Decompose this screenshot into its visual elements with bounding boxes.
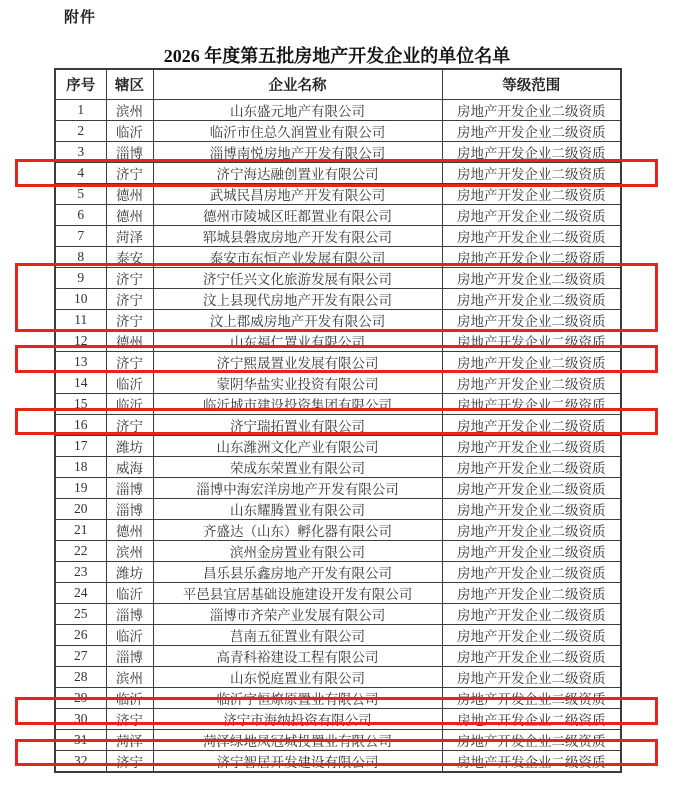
table-row xyxy=(55,205,621,226)
cell-serial: 24 xyxy=(55,583,106,604)
table-row xyxy=(55,226,621,247)
table-header-row xyxy=(55,69,621,100)
cell-serial: 32 xyxy=(55,751,106,773)
cell-company: 临沂市住总久润置业有限公司 xyxy=(153,121,442,142)
cell-serial: 25 xyxy=(55,604,106,625)
cell-grade: 房地产开发企业二级资质 xyxy=(442,100,621,121)
cell-district: 临沂 xyxy=(106,373,153,394)
table-row xyxy=(55,478,621,499)
cell-serial: 14 xyxy=(55,373,106,394)
cell-company: 山东耀腾置业有限公司 xyxy=(153,499,442,520)
cell-district: 淄博 xyxy=(106,604,153,625)
cell-grade: 房地产开发企业二级资质 xyxy=(442,646,621,667)
table-row xyxy=(55,688,621,709)
cell-district: 威海 xyxy=(106,457,153,478)
cell-company: 汶上郡威房地产开发有限公司 xyxy=(153,310,442,331)
cell-serial: 5 xyxy=(55,184,106,205)
cell-serial: 1 xyxy=(55,100,106,121)
column-header-district: 辖区 xyxy=(106,69,153,100)
cell-company: 济宁瑞拓置业有限公司 xyxy=(153,415,442,436)
cell-district: 临沂 xyxy=(106,625,153,646)
page-title: 2026 年度第五批房地产开发企业的单位名单 xyxy=(163,46,511,66)
cell-district: 临沂 xyxy=(106,688,153,709)
enterprise-table xyxy=(54,68,622,773)
cell-grade: 房地产开发企业二级资质 xyxy=(442,331,621,352)
cell-company: 菏泽绿地凤冠城投置业有限公司 xyxy=(153,730,442,751)
cell-company: 济宁任兴文化旅游发展有限公司 xyxy=(153,268,442,289)
cell-company: 滨州金房置业有限公司 xyxy=(153,541,442,562)
cell-grade: 房地产开发企业二级资质 xyxy=(442,373,621,394)
cell-serial: 7 xyxy=(55,226,106,247)
table-row xyxy=(55,457,621,478)
cell-grade: 房地产开发企业二级资质 xyxy=(442,436,621,457)
table-row xyxy=(55,667,621,688)
cell-company: 山东福仁置业有限公司 xyxy=(153,331,442,352)
table-row xyxy=(55,352,621,373)
cell-serial: 18 xyxy=(55,457,106,478)
cell-district: 滨州 xyxy=(106,541,153,562)
cell-company: 济宁熙晟置业发展有限公司 xyxy=(153,352,442,373)
cell-district: 滨州 xyxy=(106,100,153,121)
cell-company: 济宁市海纳投资有限公司 xyxy=(153,709,442,730)
cell-serial: 19 xyxy=(55,478,106,499)
cell-grade: 房地产开发企业二级资质 xyxy=(442,562,621,583)
cell-serial: 26 xyxy=(55,625,106,646)
cell-district: 淄博 xyxy=(106,646,153,667)
cell-company: 泰安市东恒产业发展有限公司 xyxy=(153,247,442,268)
cell-grade: 房地产开发企业二级资质 xyxy=(442,478,621,499)
cell-company: 淄博南悦房地产开发有限公司 xyxy=(153,142,442,163)
cell-district: 济宁 xyxy=(106,415,153,436)
cell-district: 德州 xyxy=(106,184,153,205)
cell-serial: 4 xyxy=(55,163,106,184)
cell-company: 临沂城市建设投资集团有限公司 xyxy=(153,394,442,415)
table-row xyxy=(55,247,621,268)
cell-grade: 房地产开发企业二级资质 xyxy=(442,751,621,773)
cell-district: 泰安 xyxy=(106,247,153,268)
cell-grade: 房地产开发企业二级资质 xyxy=(442,520,621,541)
cell-serial: 3 xyxy=(55,142,106,163)
cell-company: 济宁智居开发建设有限公司 xyxy=(153,751,442,773)
cell-district: 滨州 xyxy=(106,667,153,688)
cell-grade: 房地产开发企业二级资质 xyxy=(442,163,621,184)
cell-serial: 31 xyxy=(55,730,106,751)
cell-grade: 房地产开发企业二级资质 xyxy=(442,289,621,310)
table-row xyxy=(55,163,621,184)
cell-district: 菏泽 xyxy=(106,730,153,751)
column-header-serial: 序号 xyxy=(55,69,106,100)
cell-company: 郓城县磐宬房地产开发有限公司 xyxy=(153,226,442,247)
table-row xyxy=(55,436,621,457)
cell-district: 淄博 xyxy=(106,478,153,499)
cell-district: 临沂 xyxy=(106,394,153,415)
attachment-label: 附件 xyxy=(64,10,97,26)
cell-grade: 房地产开发企业二级资质 xyxy=(442,247,621,268)
cell-district: 德州 xyxy=(106,205,153,226)
cell-district: 临沂 xyxy=(106,121,153,142)
table-row xyxy=(55,646,621,667)
cell-serial: 27 xyxy=(55,646,106,667)
cell-grade: 房地产开发企业二级资质 xyxy=(442,625,621,646)
cell-district: 临沂 xyxy=(106,583,153,604)
cell-company: 蒙阴华盐实业投资有限公司 xyxy=(153,373,442,394)
cell-grade: 房地产开发企业二级资质 xyxy=(442,310,621,331)
cell-grade: 房地产开发企业二级资质 xyxy=(442,415,621,436)
cell-company: 莒南五征置业有限公司 xyxy=(153,625,442,646)
cell-company: 山东潍洲文化产业有限公司 xyxy=(153,436,442,457)
cell-district: 淄博 xyxy=(106,499,153,520)
cell-district: 菏泽 xyxy=(106,226,153,247)
table-row xyxy=(55,310,621,331)
cell-grade: 房地产开发企业二级资质 xyxy=(442,205,621,226)
cell-district: 济宁 xyxy=(106,310,153,331)
cell-company: 山东盛元地产有限公司 xyxy=(153,100,442,121)
table-row xyxy=(55,730,621,751)
cell-grade: 房地产开发企业二级资质 xyxy=(442,394,621,415)
cell-district: 济宁 xyxy=(106,163,153,184)
cell-company: 淄博市齐荣产业发展有限公司 xyxy=(153,604,442,625)
cell-district: 济宁 xyxy=(106,709,153,730)
cell-company: 平邑县宜居基础设施建设开发有限公司 xyxy=(153,583,442,604)
cell-district: 济宁 xyxy=(106,289,153,310)
column-header-grade: 等级范围 xyxy=(442,69,621,100)
table-row xyxy=(55,331,621,352)
table-row xyxy=(55,394,621,415)
cell-serial: 21 xyxy=(55,520,106,541)
cell-company: 昌乐县乐鑫房地产开发有限公司 xyxy=(153,562,442,583)
cell-grade: 房地产开发企业二级资质 xyxy=(442,226,621,247)
cell-district: 淄博 xyxy=(106,142,153,163)
cell-grade: 房地产开发企业二级资质 xyxy=(442,499,621,520)
cell-serial: 9 xyxy=(55,268,106,289)
table-row xyxy=(55,604,621,625)
cell-company: 德州市陵城区旺都置业有限公司 xyxy=(153,205,442,226)
table-row xyxy=(55,562,621,583)
cell-company: 淄博中海宏洋房地产开发有限公司 xyxy=(153,478,442,499)
cell-district: 潍坊 xyxy=(106,562,153,583)
cell-grade: 房地产开发企业二级资质 xyxy=(442,541,621,562)
column-header-company: 企业名称 xyxy=(153,69,442,100)
cell-serial: 30 xyxy=(55,709,106,730)
cell-district: 潍坊 xyxy=(106,436,153,457)
table-row xyxy=(55,268,621,289)
cell-serial: 15 xyxy=(55,394,106,415)
cell-grade: 房地产开发企业二级资质 xyxy=(442,688,621,709)
cell-grade: 房地产开发企业二级资质 xyxy=(442,457,621,478)
cell-grade: 房地产开发企业二级资质 xyxy=(442,583,621,604)
cell-company: 山东悦庭置业有限公司 xyxy=(153,667,442,688)
cell-serial: 13 xyxy=(55,352,106,373)
cell-district: 德州 xyxy=(106,331,153,352)
table-row xyxy=(55,583,621,604)
cell-district: 济宁 xyxy=(106,751,153,773)
cell-company: 武城民昌房地产开发有限公司 xyxy=(153,184,442,205)
cell-grade: 房地产开发企业二级资质 xyxy=(442,667,621,688)
cell-grade: 房地产开发企业二级资质 xyxy=(442,121,621,142)
table-row xyxy=(55,541,621,562)
cell-grade: 房地产开发企业二级资质 xyxy=(442,709,621,730)
cell-grade: 房地产开发企业二级资质 xyxy=(442,142,621,163)
cell-serial: 20 xyxy=(55,499,106,520)
cell-grade: 房地产开发企业二级资质 xyxy=(442,352,621,373)
cell-company: 齐盛达（山东）孵化器有限公司 xyxy=(153,520,442,541)
table-row xyxy=(55,499,621,520)
table-row xyxy=(55,625,621,646)
cell-serial: 17 xyxy=(55,436,106,457)
table-row xyxy=(55,751,621,773)
cell-serial: 11 xyxy=(55,310,106,331)
cell-serial: 22 xyxy=(55,541,106,562)
cell-serial: 10 xyxy=(55,289,106,310)
table-row xyxy=(55,373,621,394)
table-row xyxy=(55,709,621,730)
cell-grade: 房地产开发企业二级资质 xyxy=(442,730,621,751)
table-row xyxy=(55,289,621,310)
cell-serial: 8 xyxy=(55,247,106,268)
cell-company: 汶上县现代房地产开发有限公司 xyxy=(153,289,442,310)
table-row xyxy=(55,142,621,163)
cell-district: 济宁 xyxy=(106,352,153,373)
cell-grade: 房地产开发企业二级资质 xyxy=(442,268,621,289)
cell-serial: 2 xyxy=(55,121,106,142)
cell-company: 临沂宇恒燎原置业有限公司 xyxy=(153,688,442,709)
cell-company: 高青科裕建设工程有限公司 xyxy=(153,646,442,667)
cell-serial: 23 xyxy=(55,562,106,583)
table-row xyxy=(55,520,621,541)
cell-serial: 16 xyxy=(55,415,106,436)
cell-district: 德州 xyxy=(106,520,153,541)
table-row xyxy=(55,184,621,205)
cell-grade: 房地产开发企业二级资质 xyxy=(442,604,621,625)
cell-serial: 29 xyxy=(55,688,106,709)
table-row xyxy=(55,415,621,436)
cell-grade: 房地产开发企业二级资质 xyxy=(442,184,621,205)
cell-serial: 12 xyxy=(55,331,106,352)
cell-company: 荣成东荣置业有限公司 xyxy=(153,457,442,478)
cell-district: 济宁 xyxy=(106,268,153,289)
cell-serial: 28 xyxy=(55,667,106,688)
cell-serial: 6 xyxy=(55,205,106,226)
cell-company: 济宁海达融创置业有限公司 xyxy=(153,163,442,184)
table-row xyxy=(55,121,621,142)
table-row xyxy=(55,100,621,121)
table-header xyxy=(55,69,621,100)
